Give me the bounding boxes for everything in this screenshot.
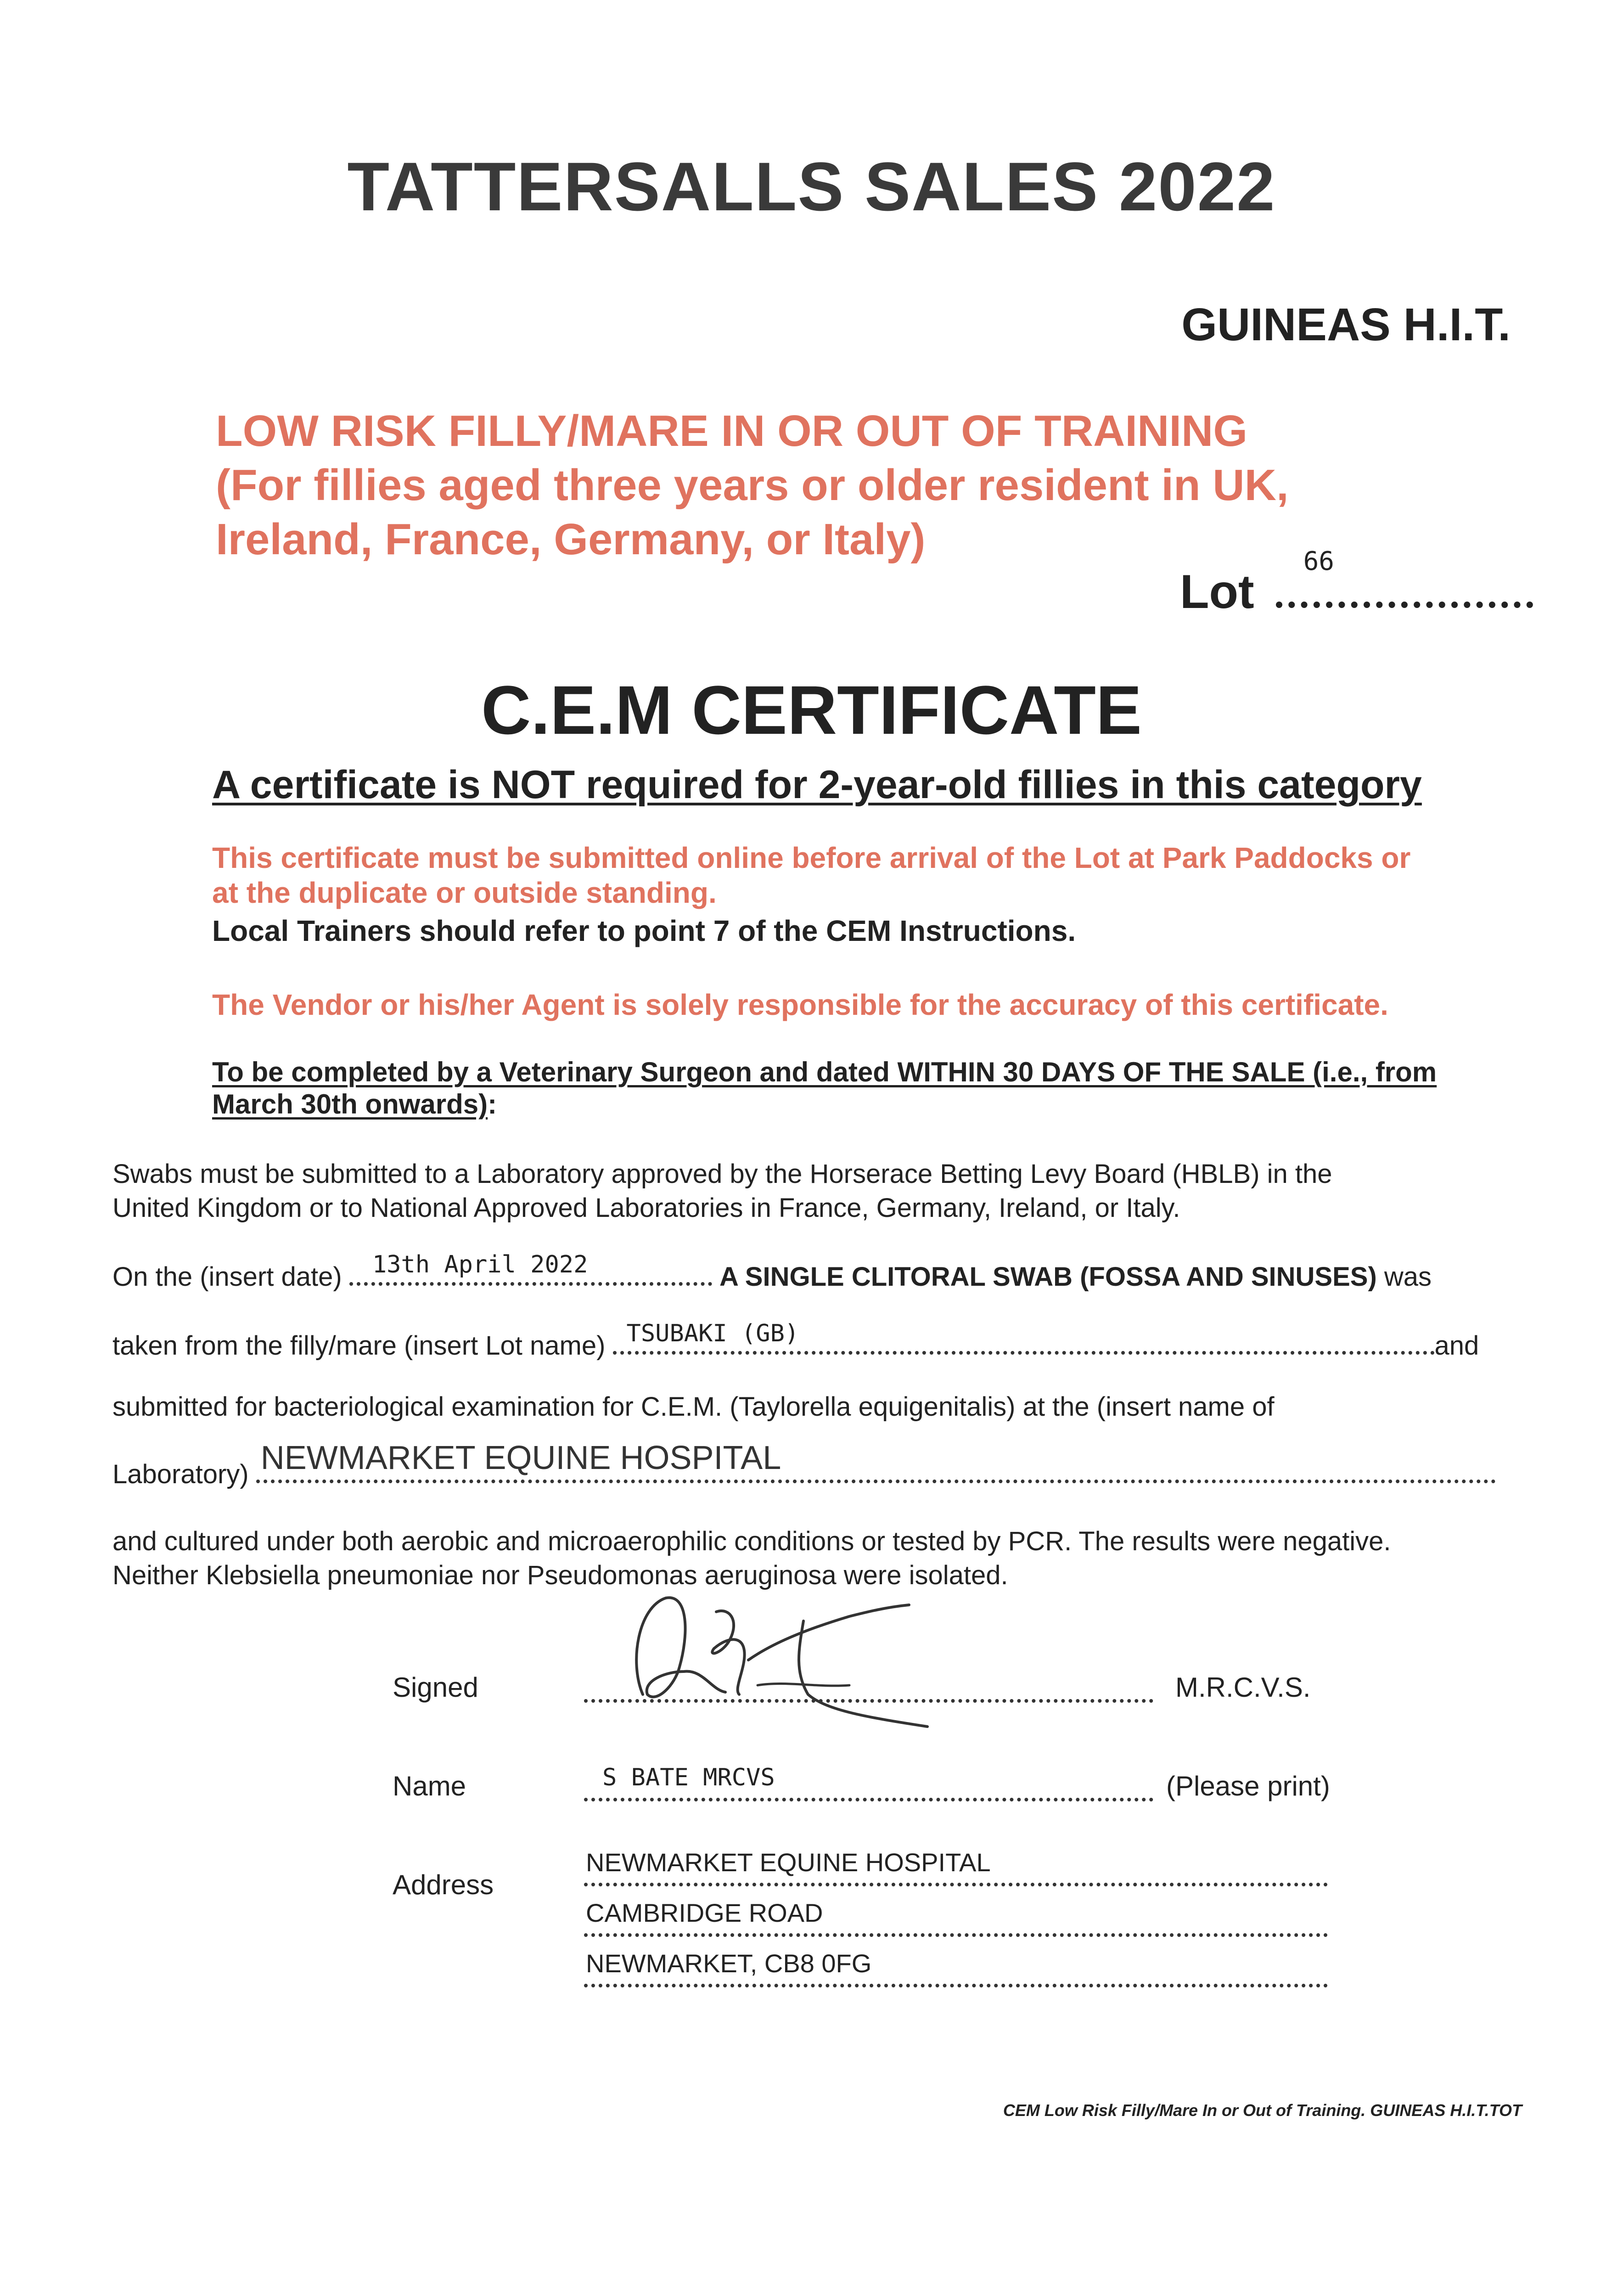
laboratory-prefix: Laboratory) — [112, 1459, 249, 1489]
address-line-1-input[interactable] — [584, 1848, 1328, 1886]
sale-name: GUINEAS H.I.T. — [1181, 299, 1511, 350]
signed-label: Signed — [393, 1672, 478, 1703]
please-print-hint: (Please print) — [1166, 1771, 1330, 1801]
cultured-line-1: and cultured under both aerobic and microaerophilic conditions or tested by PCR. The results were negative. — [112, 1526, 1391, 1556]
address-line-2-input[interactable] — [584, 1898, 1328, 1937]
category-line-1: LOW RISK FILLY/MARE IN OR OUT OF TRAINING — [216, 406, 1248, 456]
address-line-1: NEWMARKET EQUINE HOSPITAL — [586, 1848, 991, 1877]
vet-instruction-line-2: March 30th onwards) — [212, 1089, 488, 1120]
submit-line-2: at the duplicate or outside standing. — [212, 876, 717, 909]
cultured-line-2: Neither Klebsiella pneumoniae nor Pseudomonas aeruginosa were isolated. — [112, 1560, 1008, 1590]
certificate-title: C.E.M CERTIFICATE — [481, 671, 1142, 748]
vet-instruction — [212, 1056, 1507, 1120]
category-line-3: Ireland, France, Germany, or Italy) — [216, 515, 926, 564]
date-line — [112, 1251, 1432, 1292]
lot-name-prefix: taken from the filly/mare (insert Lot name) — [112, 1331, 606, 1361]
category-heading — [216, 404, 1289, 567]
handwritten-signature — [611, 1580, 941, 1731]
lot-name-input[interactable] — [613, 1320, 1435, 1355]
lot-label: Lot — [1180, 565, 1254, 619]
lot-number: 66 — [1303, 546, 1335, 576]
vet-instruction-colon: : — [488, 1089, 497, 1120]
name-input[interactable] — [584, 1764, 1153, 1801]
local-trainers-notice: Local Trainers should refer to point 7 of the CEM Instructions. — [212, 914, 1076, 947]
name-value: S BATE MRCVS — [602, 1764, 775, 1791]
lot-name-line — [112, 1320, 1479, 1361]
submitted-line: submitted for bacteriological examination for C.E.M. (Taylorella equigenitalis) at the (insert name of — [112, 1392, 1275, 1422]
date-suffix: was — [1384, 1262, 1432, 1292]
swabs-paragraph — [112, 1157, 1527, 1225]
date-input[interactable] — [349, 1251, 712, 1286]
laboratory-input[interactable] — [256, 1440, 1496, 1483]
name-label: Name — [393, 1771, 466, 1801]
lot-name-suffix: and — [1434, 1331, 1479, 1361]
not-required-notice: A certificate is NOT required for 2-year-old fillies in this category — [212, 763, 1422, 807]
date-value: 13th April 2022 — [372, 1251, 588, 1278]
footer-reference: CEM Low Risk Filly/Mare In or Out of Training. GUINEAS H.I.T.TOT — [1003, 2101, 1522, 2120]
laboratory-line — [112, 1440, 1496, 1490]
address-line-2: CAMBRIDGE ROAD — [586, 1898, 823, 1927]
laboratory-value: NEWMARKET EQUINE HOSPITAL — [260, 1440, 781, 1476]
swabs-line-2: United Kingdom or to National Approved Laboratories in France, Germany, Ireland, or Italy. — [112, 1193, 1180, 1223]
vendor-notice: The Vendor or his/her Agent is solely responsible for the accuracy of this certificate. — [212, 988, 1388, 1021]
lot-input[interactable] — [1276, 546, 1533, 608]
swabs-line-1: Swabs must be submitted to a Laboratory approved by the Horserace Betting Levy Board (HBLB) in the — [112, 1159, 1332, 1189]
address-label: Address — [393, 1869, 494, 1900]
address-line-3-input[interactable] — [584, 1949, 1328, 1987]
swab-type: A SINGLE CLITORAL SWAB (FOSSA AND SINUSES) — [719, 1262, 1377, 1292]
vet-instruction-line-1: To be completed by a Veterinary Surgeon and dated WITHIN 30 DAYS OF THE SALE (i.e., from — [212, 1057, 1437, 1087]
submit-online-notice — [212, 840, 1410, 910]
category-line-2: (For fillies aged three years or older resident in UK, — [216, 461, 1289, 510]
document-title: TATTERSALLS SALES 2022 — [347, 148, 1276, 225]
submit-line-1: This certificate must be submitted online before arrival of the Lot at Park Paddocks or — [212, 841, 1411, 874]
mrcvs-suffix: M.R.C.V.S. — [1175, 1672, 1311, 1703]
lot-name-value: TSUBAKI (GB) — [626, 1320, 799, 1347]
date-prefix: On the (insert date) — [112, 1262, 342, 1292]
lot-field — [1180, 546, 1533, 619]
address-line-3: NEWMARKET, CB8 0FG — [586, 1949, 872, 1978]
